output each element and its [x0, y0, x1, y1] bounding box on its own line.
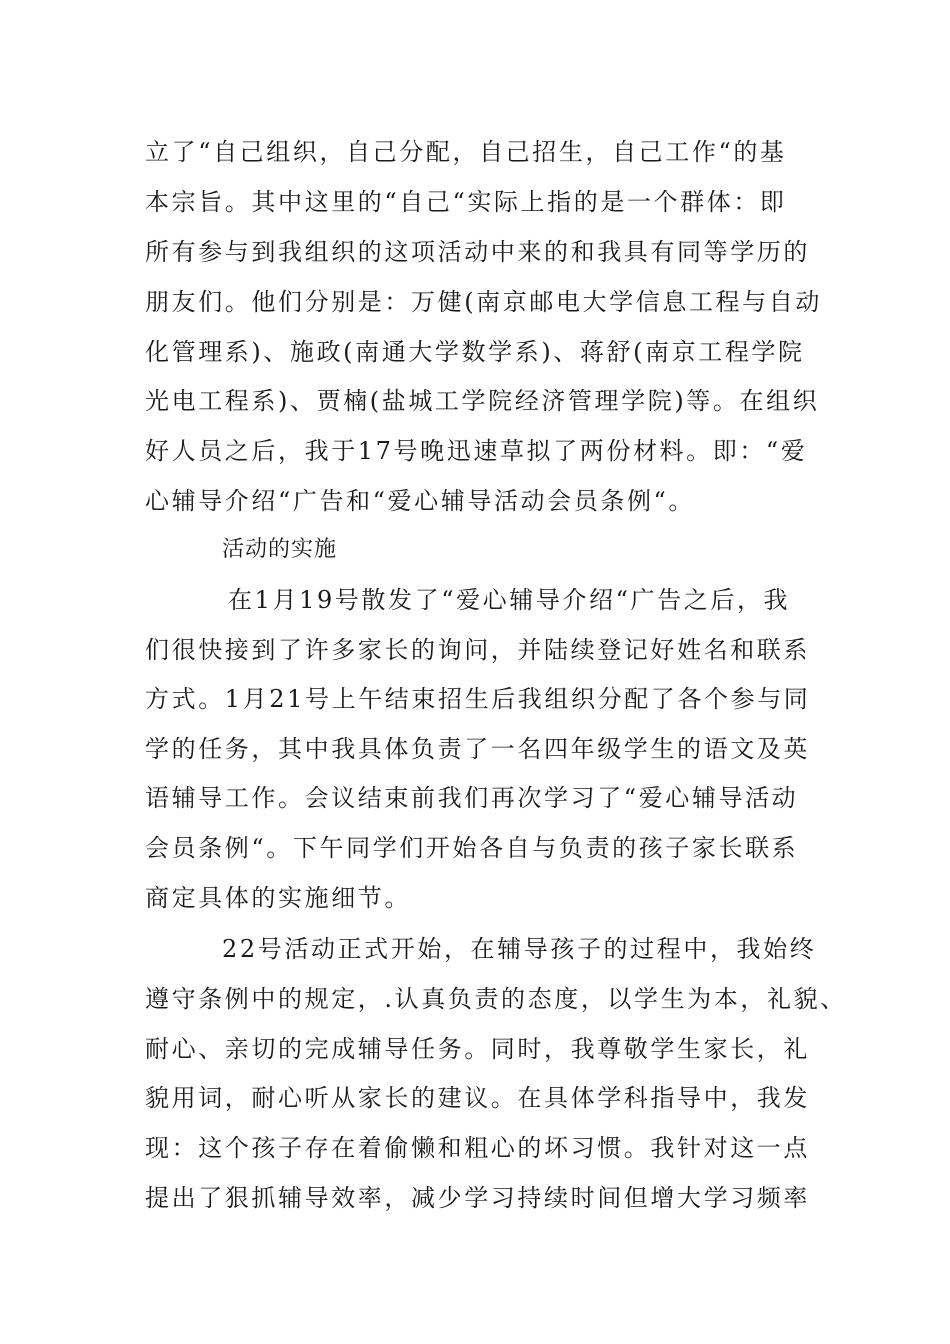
text-line: 化管理系)、施政(南通大学数学系)、蒋舒(南京工程学院 [145, 338, 805, 366]
text-line: 现：这个孩子存在着偷懒和粗心的坏习惯。我针对这一点 [145, 1134, 810, 1162]
text-line: 语辅导工作。会议结束前我们再次学习了“爱心辅导活动 [145, 784, 799, 812]
text-line: 学的任务，其中我具体负责了一名四年级学生的语文及英 [145, 735, 810, 763]
text-line: 在1月19号散发了“爱心辅导介绍“广告之后，我 [228, 586, 791, 614]
text-line: 光电工程系)、贾楠(盐城工学院经济管理学院)等。在组织 [145, 387, 820, 415]
text-line: 方式。1月21号上午结束招生后我组织分配了各个参与同 [145, 685, 811, 713]
text-line: 22号活动正式开始，在辅导孩子的过程中，我始终 [222, 935, 817, 963]
text-line: 遵守条例中的规定，.认真负责的态度，以学生为本，礼貌、 [145, 985, 847, 1013]
text-line: 提出了狠抓辅导效率，减少学习持续时间但增大学习频率 [145, 1184, 810, 1212]
text-line: 心辅导介绍“广告和“爱心辅导活动会员条例“。 [145, 487, 696, 515]
text-line: 会员条例“。下午同学们开始各自与负责的孩子家长联系 [145, 834, 799, 862]
text-line: 朋友们。他们分别是：万健(南京邮电大学信息工程与自动 [145, 288, 822, 316]
text-line: 好人员之后，我于17号晚迅速草拟了两份材料。即：“爱 [145, 437, 808, 465]
text-line: 商定具体的实施细节。 [145, 884, 411, 912]
text-line: 本宗旨。其中这里的“自己“实际上指的是一个群体：即 [145, 188, 787, 216]
text-line: 们很快接到了许多家长的询问，并陆续登记好姓名和联系 [145, 636, 810, 664]
text-line: 貌用词，耐心听从家长的建议。在具体学科指导中，我发 [145, 1084, 810, 1112]
text-line: 立了“自己组织，自己分配，自己招生，自己工作“的基 [145, 138, 787, 166]
text-line: 耐心、亲切的完成辅导任务。同时，我尊敬学生家长，礼 [145, 1035, 810, 1063]
section-heading: 活动的实施 [222, 537, 338, 562]
text-line: 所有参与到我组织的这项活动中来的和我具有同等学历的 [145, 238, 810, 266]
